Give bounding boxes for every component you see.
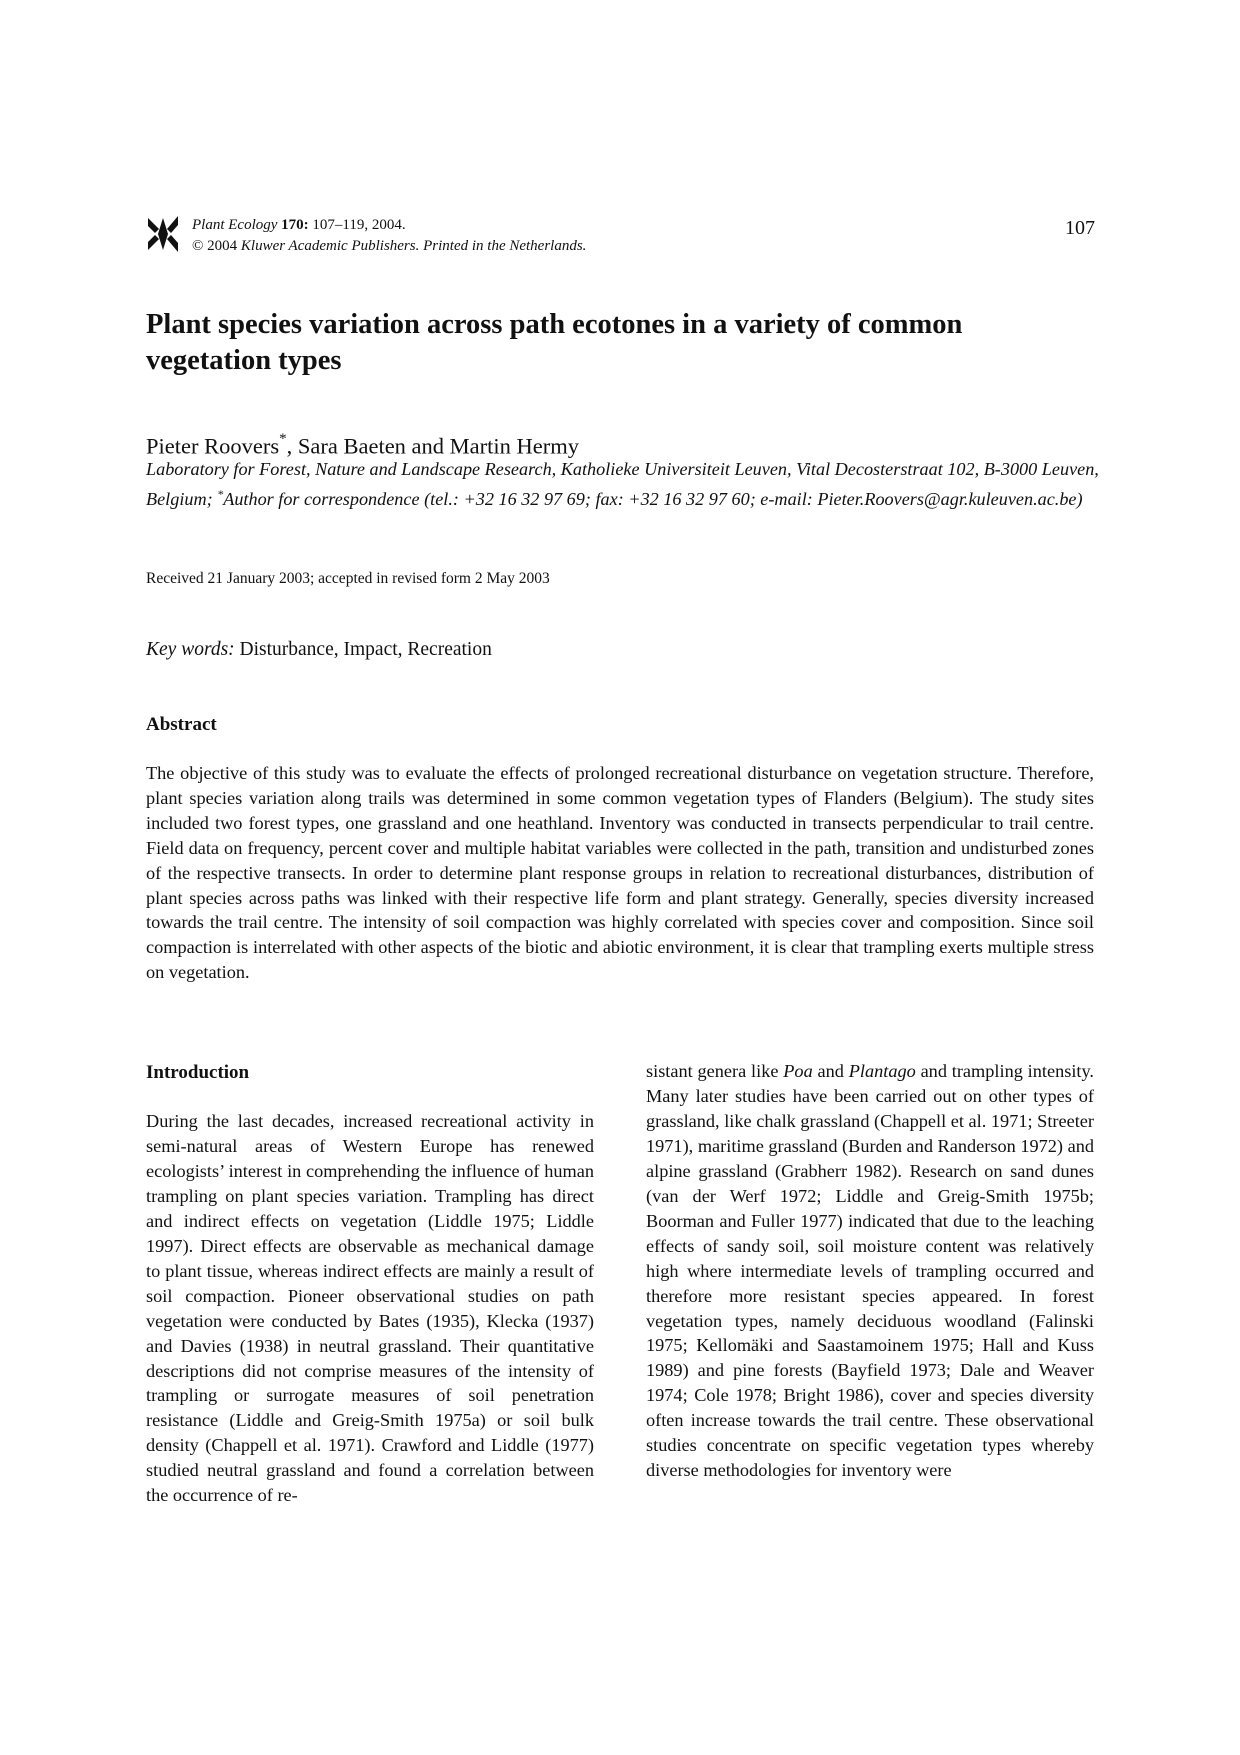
affiliation-address: Laboratory for Forest, Nature and Landscape Research, Katholieke Universiteit Leuven, Vital Decosterstraat 102, B-3000 Leuven, Belgium;	[146, 459, 1099, 510]
right-text-c: and trampling intensity. Many later studies have been carried out on other types of grassland, like chalk grassland (Chappell et al. 1971; Streeter 1971), maritime grassland (Burden and Randerson 1972) and alpine grassland (Grabherr 1982). Research on sand dunes (van der Werf 1972; Liddle and Greig-Smith 1975b; Boorman and Fuller 1977) indicated that due to the leaching effects of sandy soil, soil moisture content was relatively high where intermediate levels of trampling occurred and therefore more resistant species appeared. In forest vegetation types, namely deciduous woodland (Falinski 1975; Kellomäki and Saastamoinem 1975; Hall and Kuss 1989) and pine forests (Bayfield 1973; Dale and Weaver 1974; Cole 1978; Bright 1986), cover and species diversity often increase towards the trail centre. These observational studies concentrate on specific vegetation types whereby diverse methodologies for inventory were	[646, 1061, 1094, 1481]
abstract-heading: Abstract	[146, 714, 217, 735]
received-dates: Received 21 January 2003; accepted in revised form 2 May 2003	[146, 570, 550, 587]
keywords	[146, 639, 492, 661]
genus-plantago: Plantago	[848, 1061, 916, 1081]
journal-citation	[192, 215, 586, 257]
genus-poa: Poa	[783, 1061, 813, 1081]
authors-first: Pieter Roovers	[146, 433, 280, 459]
journal-line-1	[192, 215, 586, 236]
copyright-year: © 2004	[192, 238, 241, 254]
journal-line-2	[192, 236, 586, 257]
keywords-list: Disturbance, Impact, Recreation	[234, 639, 492, 660]
affiliation-mark: *	[217, 487, 224, 501]
affiliation	[146, 457, 1106, 512]
right-text-a: sistant genera like	[646, 1061, 784, 1081]
right-text-b: and	[812, 1061, 849, 1081]
page-number: 107	[1065, 217, 1095, 239]
journal-pages: 107–119, 2004.	[308, 217, 406, 233]
keywords-label: Key words:	[146, 639, 235, 660]
abstract-text: The objective of this study was to evaluate the effects of prolonged recreational disturbance on vegetation structure. Therefore, plant species variation along trails was determined in some common vegetation types of Flanders (Belgium). The study sites included two forest types, one grassland and one heathland. Inventory was conducted in transects perpendicular to trail centre. Field data on frequency, percent cover and multiple habitat variables were collected in the path, transition and undisturbed zones of the respective transects. In order to determine plant response groups in relation to recreational disturbances, distribution of plant species across paths was linked with their respective life form and plant strategy. Generally, species diversity increased towards the trail centre. The intensity of soil compaction was highly correlated with species cover and composition. Since soil compaction is interrelated with other aspects of the biotic and abiotic environment, it is clear that trampling exerts multiple stress on vegetation.	[146, 763, 1094, 983]
introduction-right-column	[646, 1059, 1094, 1483]
publisher-logo-icon	[146, 214, 180, 254]
journal-name: Plant Ecology	[192, 217, 278, 233]
article-title: Plant species variation across path ecotones in a variety of common vegetation types	[146, 309, 963, 376]
introduction-left-column: During the last decades, increased recreational activity in semi-natural areas of Western Europe has renewed ecologists’ interest in comprehending the influence of human trampling on plant species variation. Trampling has direct and indirect effects on vegetation (Liddle 1975; Liddle 1997). Direct effects are observable as mechanical damage to plant tissue, whereas indirect effects are mainly a result of soil compaction. Pioneer observational studies on path vegetation were conducted by Bates (1935), Klecka (1937) and Davies (1938) in neutral grassland. Their quantitative descriptions did not comprise measures of the intensity of trampling or surrogate measures of soil penetration resistance (Liddle and Greig-Smith 1975a) or soil bulk density (Chappell et al. 1971). Crawford and Liddle (1977) studied neutral grassland and found a correlation between the occurrence of re-	[146, 1111, 594, 1506]
affiliation-contact: Author for correspondence (tel.: +32 16 32 97 69; fax: +32 16 32 97 60; e-mail: Pieter.Roovers@agr.kuleuven.ac.be)	[223, 489, 1083, 510]
publisher-name: Kluwer Academic Publishers. Printed in the Netherlands.	[240, 238, 587, 254]
authors-rest: , Sara Baeten and Martin Hermy	[286, 433, 580, 459]
introduction-heading: Introduction	[146, 1062, 250, 1083]
journal-volume: 170:	[281, 217, 309, 233]
corresponding-mark: *	[279, 431, 287, 447]
